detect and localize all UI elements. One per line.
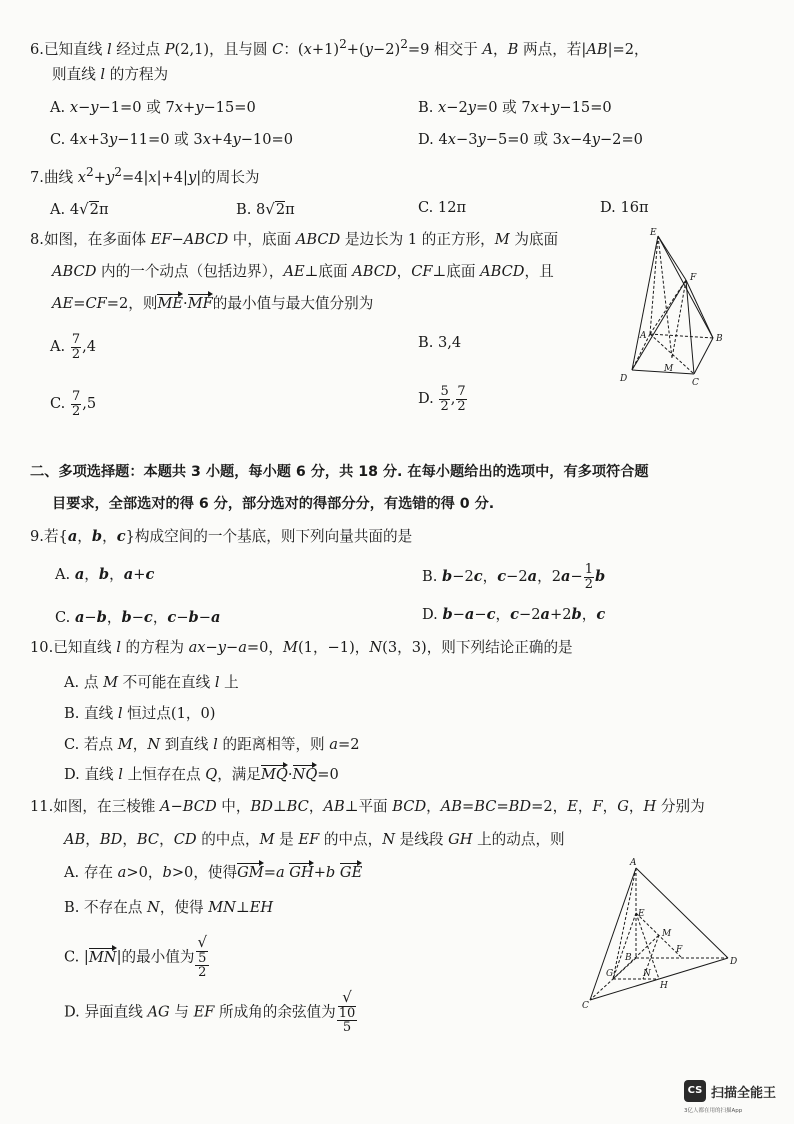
q10-option-a: A. 点 M 不可能在直线 l 上 [64, 674, 239, 691]
q9-option-d: D. b−a−c，c−2a+2b，c [422, 606, 606, 623]
q7-option-c: C. 12π [418, 199, 467, 216]
q11-label-b: B [625, 953, 632, 963]
q7-option-a: A. 4√2π [50, 200, 109, 218]
q10-number: 10. [30, 639, 54, 656]
q7-number: 7. [30, 168, 44, 186]
q11-label-e: E [638, 909, 645, 919]
q9-option-b: B. b−2c，c−2a，2a− $\frac{1}{2}$ b [422, 562, 606, 592]
camscanner-slogan: 3亿人都在用的扫描App [684, 1108, 743, 1114]
q9-option-a: A. a，b，a+c [55, 566, 155, 583]
q8-label-b: B [716, 334, 723, 344]
q11-label-c: C [582, 1001, 589, 1011]
q10-option-d: D. 直线 l 上恒存在点 Q，满足MQ·NQ=0 [64, 766, 339, 783]
q7-stem: 7.曲线 $x^2+y^2=4|x|+4|y|$的周长为 [30, 165, 260, 186]
q11-line2: AB，BD，BC，CD 的中点，M 是 EF 的中点，N 是线段 GH 上的动点，则 [64, 831, 565, 848]
q11-label-d: D [730, 957, 738, 967]
q6-option-d: D. 4x−3y−5=0 或 3x−4y−2=0 [418, 131, 643, 148]
q11-tetrahedron-figure [578, 852, 748, 1012]
q8-line1: 8.如图，在多面体 EF−ABCD 中，底面 ABCD 是边长为 1 的正方形，M 为底面 [30, 231, 559, 248]
q11-option-c: C. |MN|的最小值为 √ 5 2 [64, 933, 208, 981]
q6-option-a: A. x−y−1=0 或 7x+y−15=0 [50, 99, 256, 116]
q11-option-d: D. 异面直线 AG 与 EF 所成角的余弦值为 √ 10 5 [64, 988, 356, 1036]
q8-option-d: D. $\frac{5}{2}$ , $\frac{7}{2}$ [418, 384, 466, 414]
q8-number: 8. [30, 231, 44, 248]
q10-stem: 10.已知直线 l 的方程为 ax−y−a=0，M(1，−1)，N(3，3)，则下列结论正确的是 [30, 639, 573, 656]
q9-option-c: C. a−b，b−c，c−b−a [55, 609, 221, 626]
q10-option-b: B. 直线 l 恒过点(1，0) [64, 705, 216, 722]
q8-label-e: E [650, 228, 657, 238]
q6-line1: 6.已知直线 l 经过点 P(2,1)，且与圆 C：$(x+1)^2+(y-2)^2=9$ 相交于 A，B 两点，若|AB|=2， [30, 37, 649, 58]
camscanner-icon: CS [684, 1080, 706, 1102]
q11-label-m: M [662, 929, 672, 939]
q11-option-a: A. 存在 a>0，b>0，使得GM=a GH+b GE [64, 864, 363, 881]
q11-label-n: N [643, 969, 651, 979]
q11-label-f: F [676, 945, 683, 955]
section2-heading-line1: 二、多项选择题：本题共 3 小题，每小题 6 分，共 18 分. 在每小题给出的选项中，有多项符合题 [30, 464, 649, 480]
q6-option-b: B. x−2y=0 或 7x+y−15=0 [418, 99, 612, 116]
q11-label-g: G [606, 969, 614, 979]
q9-stem: 9.若{a，b，c}构成空间的一个基底，则下列向量共面的是 [30, 528, 413, 545]
q11-number: 11. [30, 798, 54, 815]
q7-option-b: B. 8√2π [236, 200, 295, 218]
q11-line1: 11.如图，在三棱锥 A−BCD 中，BD⊥BC，AB⊥平面 BCD，AB=BC=BD=2，E，F，G，H 分别为 [30, 798, 705, 815]
q8-label-f: F [690, 273, 697, 283]
q8-line3: AE=CF=2，则ME·MF的最小值与最大值分别为 [52, 295, 374, 312]
q6-number: 6. [30, 40, 44, 58]
q8-label-m: M [664, 364, 674, 374]
camscanner-name: 扫描全能王 [711, 1086, 777, 1101]
q11-option-b: B. 不存在点 N，使得 MN⊥EH [64, 899, 274, 916]
q9-number: 9. [30, 528, 44, 545]
q11-label-h: H [660, 981, 668, 991]
camscanner-watermark [684, 1080, 776, 1116]
q6-line2: 则直线 l 的方程为 [52, 66, 169, 83]
q8-label-a: A [640, 331, 647, 341]
q8-option-c: C. $\frac{7}{2}$ ,5 [50, 389, 97, 419]
q10-option-c: C. 若点 M，N 到直线 l 的距离相等，则 a=2 [64, 736, 360, 753]
q8-line2: ABCD 内的一个动点（包括边界），AE⊥底面 ABCD，CF⊥底面 ABCD，且 [52, 263, 554, 280]
q8-option-a: A. $\frac{7}{2}$ ,4 [50, 332, 97, 362]
q8-polyhedron-figure [610, 222, 740, 392]
q6-option-c: C. 4x+3y−11=0 或 3x+4y−10=0 [50, 131, 293, 148]
q7-option-d: D. 16π [600, 199, 649, 216]
q8-label-c: C [692, 378, 699, 388]
section2-heading-line2: 目要求，全部选对的得 6 分，部分选对的得部分分，有选错的得 0 分. [52, 496, 495, 512]
q11-label-a: A [630, 858, 637, 868]
q8-option-b: B. 3,4 [418, 334, 462, 351]
q8-label-d: D [620, 374, 628, 384]
